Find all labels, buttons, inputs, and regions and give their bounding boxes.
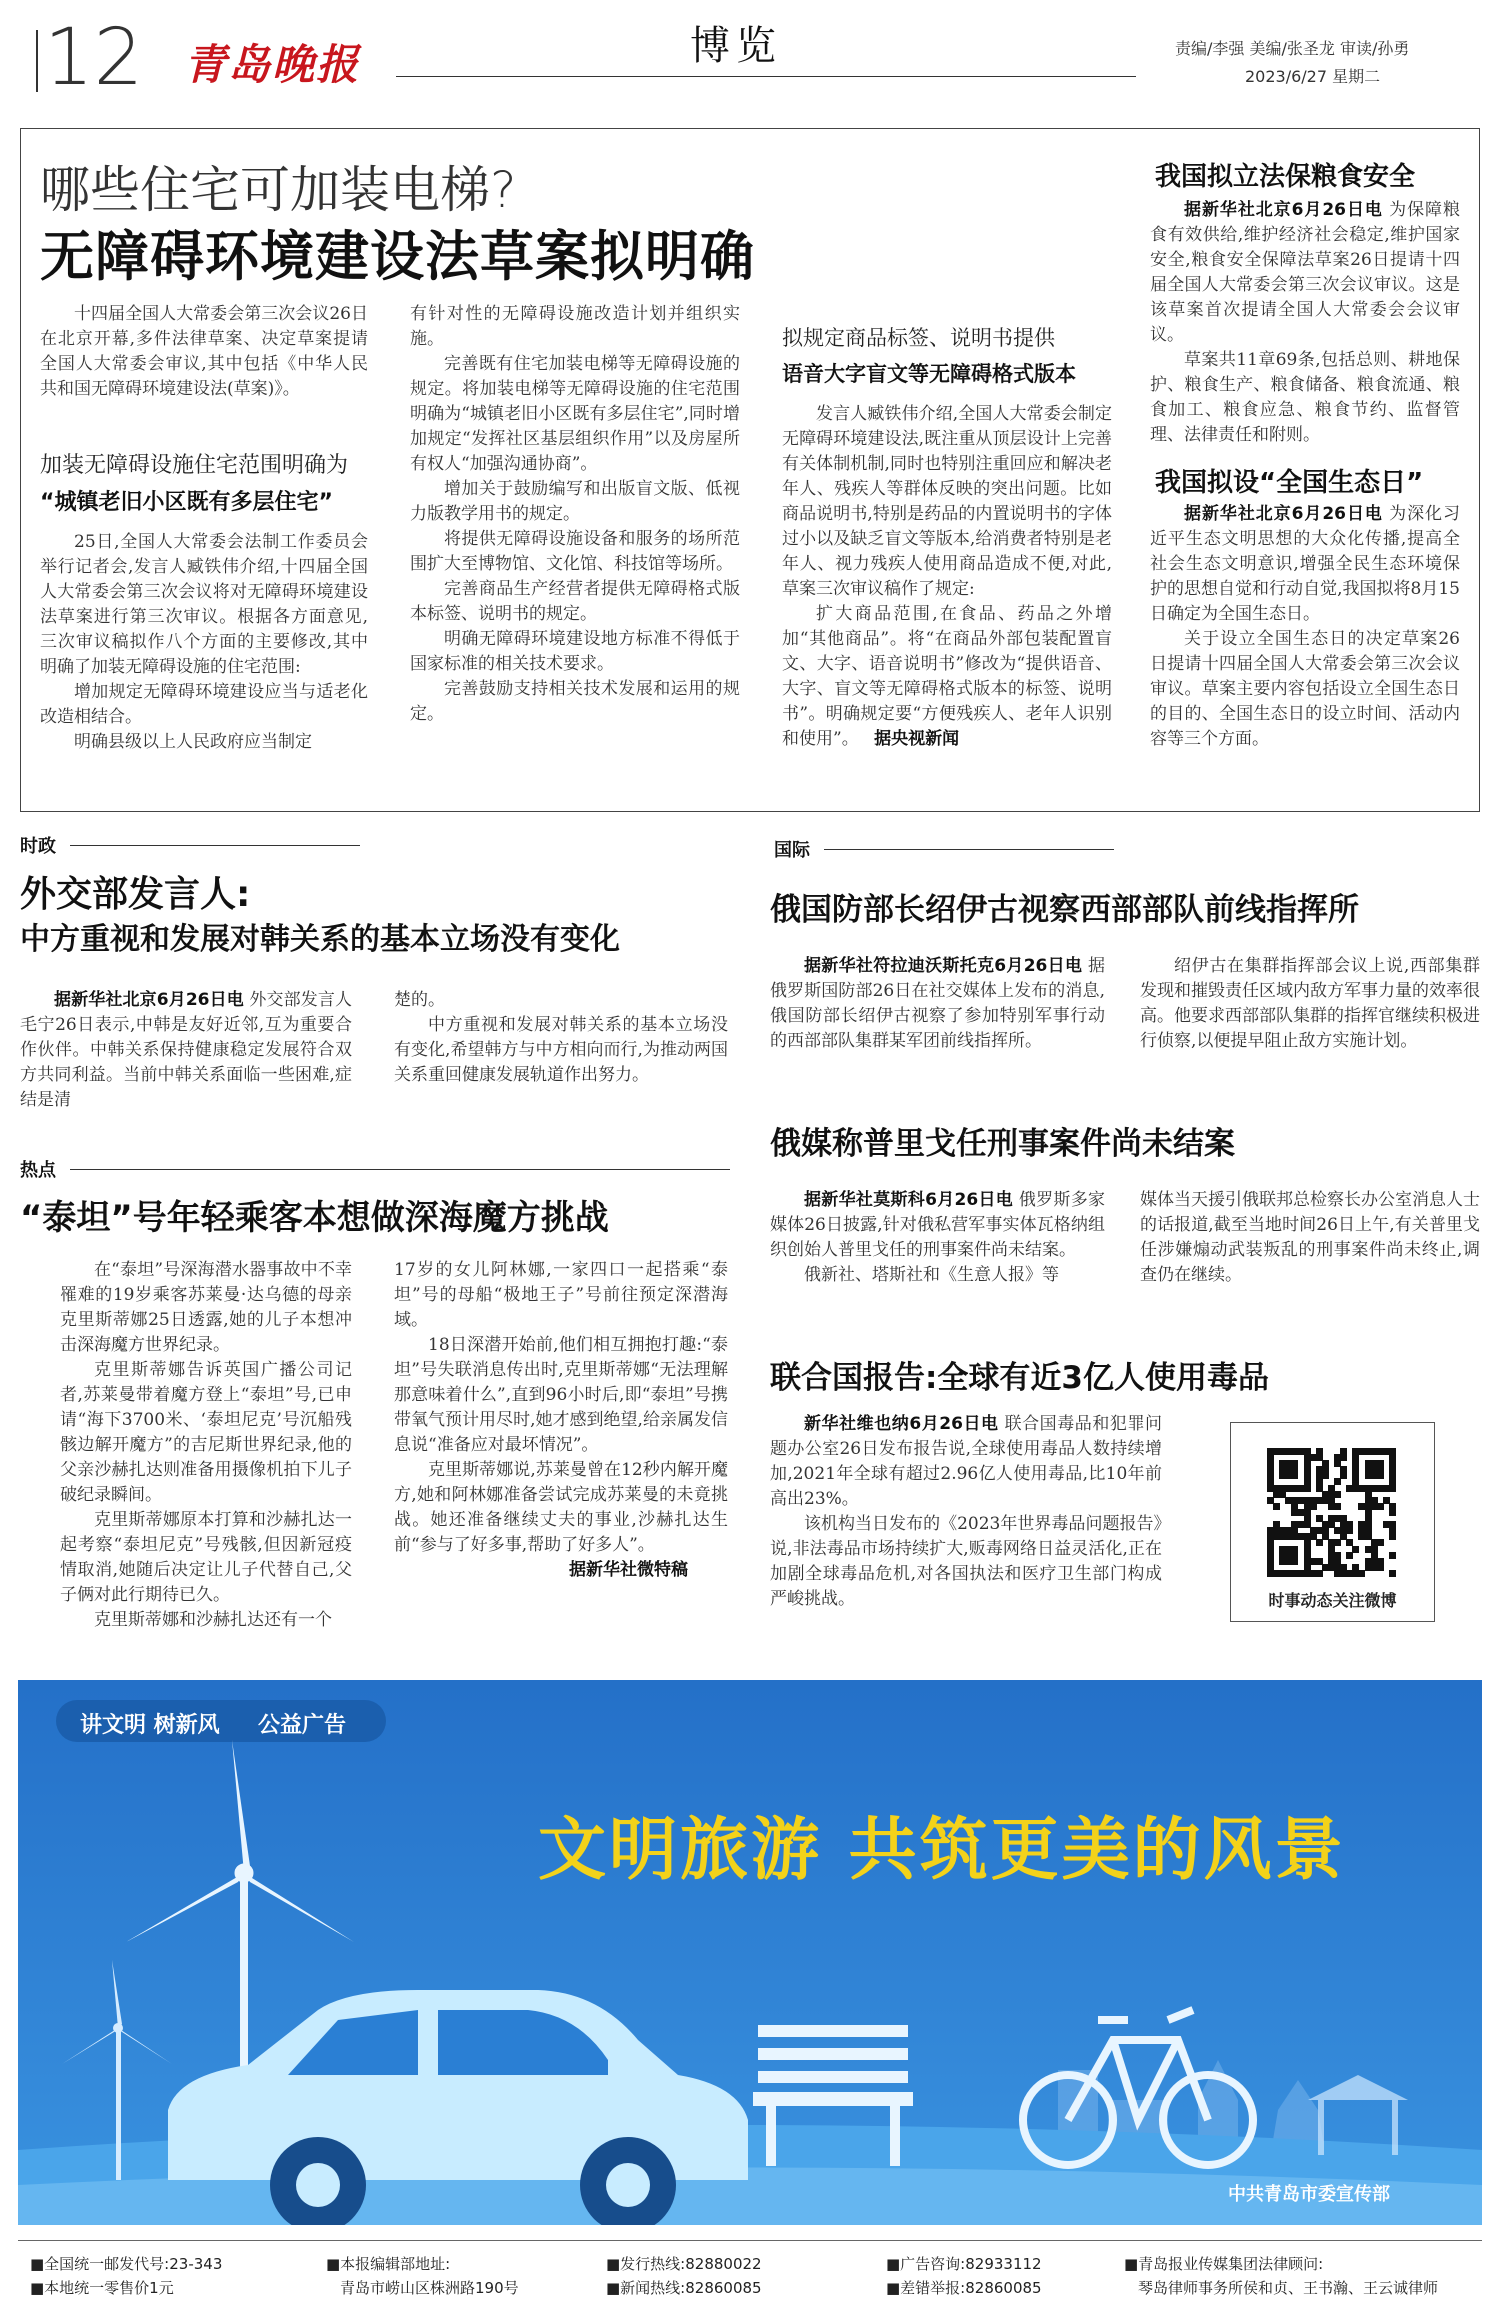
qr-module	[1334, 1478, 1341, 1485]
main-col2-p4: 将提供无障碍设施设备和服务的场所范围扩大至博物馆、文化馆、科技馆等场所。	[410, 529, 740, 574]
main-headline: 无障碍环境建设法草案拟明确	[40, 225, 755, 288]
side1-title: 我国拟立法保粮食安全	[1155, 162, 1416, 192]
hot-c1-p2: 克里斯蒂娜告诉英国广播公司记者,苏莱曼带着魔方登上“泰坦”号,已申请“海下3700米、‘泰坦尼克’号沉船残骸边解开魔方”的吉尼斯世界纪录,他的父亲沙赫扎达则准备用摄像机拍下儿子破纪录瞬间。	[60, 1360, 352, 1505]
issue-date: 2023/6/27 星期二	[1245, 67, 1381, 86]
hot-c2-p2: 18日深潜开始前,他们相互拥抱打趣:“泰坦”号失联消息传出时,克里斯蒂娜“无法理解那意味着什么”,直到96小时后,即“泰坦”号携带氧气预计用尽时,她才感到绝望,给亲属发信息说“准备应对最坏情况”。	[394, 1335, 728, 1455]
qr-module	[1340, 1472, 1347, 1479]
footer-col2	[326, 2252, 519, 2300]
qr-module	[1334, 1539, 1341, 1546]
hot-col2	[394, 1258, 728, 1583]
footer-col5	[1124, 2252, 1438, 2300]
page-number: 12	[44, 13, 144, 103]
main-col1-p2: 25日,全国人大常委会法制工作委员会举行记者会,发言人臧铁伟介绍,十四届全国人大常委会第三次会议将对无障碍环境建设法草案进行第三次审议。根据各方面意见,三次审议稿拟作八个方面的主要修改,其中明确了加装无障碍设施的住宅范围:	[40, 532, 368, 677]
qr-module	[1334, 1503, 1341, 1510]
intl-a2-title: 俄媒称普里戈任刑事案件尚未结案	[770, 1126, 1235, 1162]
politics-c2b: 中方重视和发展对韩关系的基本立场没有变化,希望韩方与中方相向而行,为推动两国关系重回健康发展轨道作出努力。	[394, 1015, 728, 1085]
qr-module	[1291, 1472, 1298, 1479]
main-col1-bottom	[40, 530, 368, 755]
qr-module	[1346, 1527, 1353, 1534]
main-col2-p3: 增加关于鼓励编写和出版盲文版、低视力版教学用书的规定。	[410, 479, 740, 524]
intl-a1-c1: 据俄罗斯国防部26日在社交媒体上发布的消息,俄国防部长绍伊古视察了参加特别军事行动的西部部队集群某军团前线指挥所。	[770, 956, 1105, 1051]
ad-slogan: 文明旅游 共筑更美的风景	[538, 1811, 1346, 1890]
qr-module	[1334, 1491, 1341, 1498]
main-col3	[782, 402, 1112, 752]
footer-news-hotline: ■新闻热线:82860085	[606, 2279, 762, 2297]
qr-module	[1358, 1570, 1365, 1577]
side1-p1	[1150, 198, 1460, 348]
hot-rule	[70, 1169, 730, 1170]
footer-address-label: ■本报编辑部地址:	[326, 2255, 451, 2273]
ad-sponsor: 中共青岛市委宣传部	[1228, 2184, 1390, 2205]
main-col1-top	[40, 302, 368, 402]
qr-module	[1346, 1552, 1353, 1559]
main-col2-p5: 完善商品生产经营者提供无障碍格式版本标签、说明书的规定。	[410, 579, 740, 624]
footer-address: 青岛市崂山区株洲路190号	[340, 2279, 519, 2297]
main-col1-p1: 十四届全国人大常委会第三次会议26日在北京开幕,多件法律草案、决定草案提请全国人大常委会审议,其中包括《中华人民共和国无障碍环境建设法(草案)》。	[40, 304, 368, 399]
main-col3-source: 据央视新闻	[874, 729, 960, 749]
intl-rule	[824, 849, 1114, 850]
hot-c2-p1: 17岁的女儿阿林娜,一家四口一起搭乘“泰坦”号的母船“极地王子”号前往预定深潜海域。	[394, 1260, 728, 1330]
politics-rule	[70, 845, 360, 846]
qr-module	[1389, 1552, 1396, 1559]
main-subhead1	[40, 448, 380, 516]
qr-module	[1377, 1503, 1384, 1510]
hot-c1-p3: 克里斯蒂娜原本打算和沙赫扎达一起考察“泰坦尼克”号残骸,但因新冠疫情取消,她随后决定让儿子代替自己,父子俩对此行期待已久。	[60, 1510, 352, 1605]
side2-p1	[1150, 502, 1460, 627]
qr-module	[1352, 1546, 1359, 1553]
hot-c1-p4: 克里斯蒂娜和沙赫扎达还有一个	[94, 1610, 332, 1630]
qr-code-icon[interactable]	[1267, 1448, 1395, 1576]
main-kicker: 哪些住宅可加装电梯?	[40, 161, 517, 219]
footer-ad-hotline: ■广告咨询:82933112	[886, 2255, 1042, 2273]
main-subhead1-line2: “城镇老旧小区既有多层住宅”	[40, 490, 333, 515]
footer-error-report: ■差错举报:82860085	[886, 2279, 1042, 2297]
footer-legal-counsel-label: ■青岛报业传媒集团法律顾问:	[1124, 2255, 1324, 2273]
side2-p2: 关于设立全国生态日的决定草案26日提请十四届全国人大常委会第三次会议审议。草案主要内容包括设立全国生态日的目的、全国生态日的设立时间、活动内容等三个方面。	[1150, 629, 1460, 749]
qr-module	[1273, 1503, 1280, 1510]
intl-a1-p1	[770, 954, 1105, 1054]
header-rule	[396, 76, 1136, 77]
side1-body	[1150, 198, 1460, 448]
main-col1-p3: 增加规定无障碍环境建设应当与适老化改造相结合。	[40, 682, 368, 727]
politics-dateline: 据新华社北京6月26日电	[54, 990, 244, 1010]
qr-module	[1322, 1472, 1329, 1479]
footer-col4	[886, 2252, 1042, 2300]
intl-a1-c2: 绍伊古在集群指挥部会议上说,西部集群发现和摧毁责任区域内敌方军事力量的效率很高。他要求西部部队集群的指挥官继续积极进行侦察,以便提早阻止敌方实施计划。	[1140, 956, 1480, 1051]
hot-c2-source: 据新华社微特稿	[569, 1560, 688, 1580]
qr-module	[1377, 1564, 1384, 1571]
politics-title1: 外交部发言人:	[20, 874, 251, 915]
politics-title2: 中方重视和发展对韩关系的基本立场没有变化	[20, 922, 620, 957]
politics-p1	[20, 988, 352, 1113]
main-col1-p4: 明确县级以上人民政府应当制定	[74, 732, 312, 752]
footer-postal-code: ■全国统一邮发代号:23-343	[30, 2255, 223, 2273]
footer-col3	[606, 2252, 762, 2300]
ad-illustration	[18, 1680, 1482, 2225]
editors-line: 责编/李强 美编/张圣龙 审读/孙勇	[1175, 39, 1410, 58]
footer-rule	[18, 2240, 1482, 2241]
qr-module	[1389, 1485, 1396, 1492]
politics-c2a: 楚的。	[394, 990, 445, 1010]
public-ad-banner	[18, 1680, 1482, 2225]
intl-a2-p1	[770, 1188, 1105, 1263]
intl-a1-title: 俄国防部长绍伊古视察西部部队前线指挥所	[770, 892, 1359, 928]
intl-a1-dateline: 据新华社符拉迪沃斯托克6月26日电	[804, 956, 1083, 976]
qr-module	[1304, 1485, 1311, 1492]
footer-distribution-hotline: ■发行热线:82880022	[606, 2255, 762, 2273]
intl-a3-body	[770, 1412, 1162, 1612]
footer-legal-counsel: 琴岛律师事务所侯和贞、王书瀚、王云诚律师	[1138, 2279, 1439, 2297]
footer-col1	[30, 2252, 222, 2300]
side2-body	[1150, 502, 1460, 752]
page-number-divider	[36, 30, 38, 92]
qr-caption: 时事动态关注微博	[1268, 1591, 1397, 1610]
main-subhead2-line1: 拟规定商品标签、说明书提供	[782, 326, 1055, 350]
footer-retail-price: ■本地统一零售价1元	[30, 2279, 174, 2297]
section-title: 博览	[690, 23, 782, 69]
main-col3-p2	[782, 602, 1112, 752]
hot-c1-p1: 在“泰坦”号深海潜水器事故中不幸罹难的19岁乘客苏莱曼·达乌德的母亲克里斯蒂娜25日透露,她的儿子本想冲击深海魔方世界纪录。	[60, 1260, 352, 1355]
paper-name: 青岛晚报	[184, 40, 361, 89]
intl-a1-col2	[1140, 954, 1480, 1054]
main-col2	[410, 302, 740, 727]
intl-a2-col2	[1140, 1188, 1480, 1288]
politics-col2	[394, 988, 728, 1088]
intl-a2-dateline: 据新华社莫斯科6月26日电	[804, 1190, 1014, 1210]
hot-col1	[60, 1258, 352, 1633]
main-col3-p2-text: 扩大商品范围,在食品、药品之外增加“其他商品”。将“在商品外部包装配置盲文、大字、语音说明书”修改为“提供语音、大字、盲文等无障碍格式版本的标签、说明书”。明确规定要“方便残疾人、老年人识别和使用”。	[782, 604, 1112, 749]
ad-tag2: 公益广告	[258, 1713, 347, 1738]
intl-a3-p1-text: 联合国毒品和犯罪问题办公室26日发布报告说,全球使用毒品人数持续增加,2021年全球有超过2.96亿人使用毒品,比10年前高出23%。	[770, 1414, 1162, 1509]
politics-col1	[20, 988, 352, 1113]
main-col2-p7: 完善鼓励支持相关技术发展和运用的规定。	[410, 679, 740, 724]
side1-p1-text: 为保障粮食有效供给,维护经济社会稳定,维护国家安全,粮食安全保障法草案26日提请十四届全国人大常委会第三次会议审议。这是该草案首次提请全国人大常委会会议审议。	[1150, 200, 1460, 345]
qr-module	[1340, 1454, 1347, 1461]
intl-a3-title: 联合国报告:全球有近3亿人使用毒品	[770, 1360, 1269, 1396]
ad-tag1: 讲文明 树新风	[80, 1713, 220, 1738]
side1-p2: 草案共11章69条,包括总则、耕地保护、粮食生产、粮食储备、粮食流通、粮食加工、粮食应急、粮食节约、监督管理、法律责任和附则。	[1150, 350, 1460, 445]
side2-dateline: 据新华社北京6月26日电	[1184, 504, 1383, 524]
qr-module	[1316, 1570, 1323, 1577]
qr-module	[1377, 1472, 1384, 1479]
politics-label: 时政	[20, 836, 56, 857]
qr-module	[1377, 1539, 1384, 1546]
main-subhead2	[782, 322, 1122, 388]
qr-module	[1389, 1509, 1396, 1516]
intl-a3-p1	[770, 1412, 1162, 1512]
main-col2-p1: 有针对性的无障碍设施改造计划并组织实施。	[410, 304, 740, 349]
intl-a2-c2: 媒体当天援引俄联邦总检察长办公室消息人士的话报道,截至当地时间26日上午,有关普里戈任涉嫌煽动武装叛乱的刑事案件尚未终止,调查仍在继续。	[1140, 1190, 1480, 1285]
politics-c1: 外交部发言人毛宁26日表示,中韩是友好近邻,互为重要合作伙伴。中韩关系保持健康稳定发展符合双方共同利益。当前中韩关系面临一些困难,症结是清	[20, 990, 352, 1110]
intl-a3-p2: 该机构当日发布的《2023年世界毒品问题报告》说,非法毒品市场持续扩大,贩毒网络日益灵活化,正在加剧全球毒品危机,对各国执法和医疗卫生部门构成严峻挑战。	[770, 1514, 1162, 1609]
side1-dateline: 据新华社北京6月26日电	[1184, 200, 1383, 220]
main-subhead1-line1: 加装无障碍设施住宅范围明确为	[40, 453, 349, 478]
main-col3-p1: 发言人臧铁伟介绍,全国人大常委会制定无障碍环境建设法,既注重从顶层设计上完善有关体制机制,同时也特别注重回应和解决老年人、残疾人等群体反映的突出问题。比如商品说明书,特别是药品的内置说明书的字体过小以及缺乏盲文等版本,给消费者特别是老年人、视力残疾人使用商品造成不便,对此,草案三次审议稿作了规定:	[782, 404, 1112, 599]
intl-a3-dateline: 新华社维也纳6月26日电	[804, 1414, 999, 1434]
hot-title: “泰坦”号年轻乘客本想做深海魔方挑战	[20, 1198, 609, 1238]
main-subhead2-line2: 语音大字盲文等无障碍格式版本	[782, 362, 1076, 386]
intl-a2-c1: 俄罗斯多家媒体26日披露,针对俄私营军事实体瓦格纳组织创始人普里戈任的刑事案件尚未结案。	[770, 1190, 1106, 1260]
side2-title: 我国拟设“全国生态日”	[1155, 468, 1424, 498]
intl-a2-c1b: 俄新社、塔斯社和《生意人报》等	[804, 1265, 1059, 1285]
intl-a2-col1	[770, 1188, 1105, 1288]
qr-module	[1389, 1533, 1396, 1540]
hot-label: 热点	[20, 1160, 56, 1181]
main-col2-p6: 明确无障碍环境建设地方标准不得低于国家标准的相关技术要求。	[410, 629, 740, 674]
intl-a1-col1	[770, 954, 1105, 1054]
hot-c2-p3: 克里斯蒂娜说,苏莱曼曾在12秒内解开魔方,她和阿林娜准备尝试完成苏莱曼的未竟挑战。她还准备继续丈夫的事业,沙赫扎达生前“参与了好多事,帮助了好多人”。	[394, 1460, 728, 1555]
qr-module	[1389, 1570, 1396, 1577]
side2-p1-text: 为深化习近平生态文明思想的大众化传播,提高全社会生态文明意识,增强全民生态环境保护的思想自觉和行动自觉,我国拟将8月15日确定为全国生态日。	[1150, 504, 1460, 624]
qr-module	[1310, 1503, 1317, 1510]
qr-module	[1291, 1558, 1298, 1565]
qr-module	[1316, 1539, 1323, 1546]
main-col2-p2: 完善既有住宅加装电梯等无障碍设施的规定。将加装电梯等无障碍设施的住宅范围明确为“城镇老旧小区既有多层住宅”,同时增加规定“发挥社区基层组织作用”以及房屋所有权人“加强沟通协商”。	[410, 354, 740, 474]
intl-label: 国际	[774, 840, 810, 861]
